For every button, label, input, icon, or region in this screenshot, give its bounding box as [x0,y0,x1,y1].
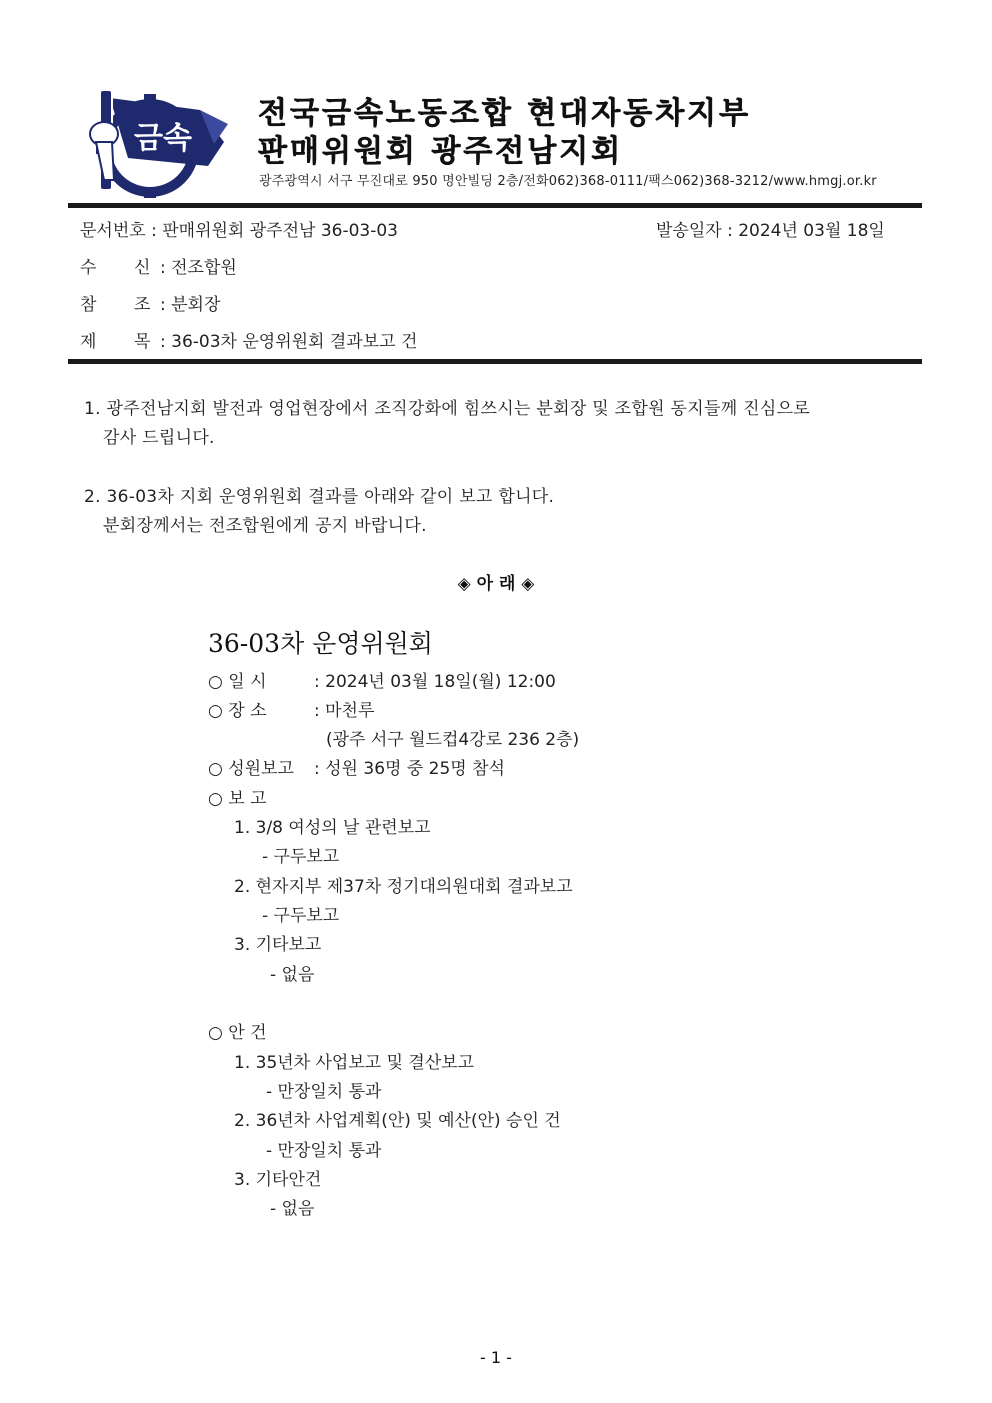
report-item-result: - 구두보고 [262,906,340,926]
reference-value: : 분회장 [160,295,221,315]
recipient-label-2: 신 [134,258,151,278]
agenda-item-title: 1. 35년차 사업보고 및 결산보고 [234,1053,475,1073]
place-value: : 마천루 [314,701,375,721]
org-name-line1: 전국금속노동조합 현대자동차지부 [258,96,752,131]
agenda-item-result: - 없음 [270,1199,315,1219]
agenda-item-result: - 만장일치 통과 [266,1082,382,1102]
agenda-item-result: - 만장일치 통과 [266,1141,382,1161]
paragraph-2-line-2: 분회장께서는 전조합원에게 공지 바랍니다. [103,516,427,536]
recipient-label-1: 수 [80,258,97,278]
report-item-title: 2. 현자지부 제37차 정기대의원대회 결과보고 [234,877,573,897]
agenda-label: ○ 안 건 [208,1023,267,1043]
send-date: 발송일자 : 2024년 03월 18일 [656,221,885,241]
paragraph-1-line-1: 1. 광주전남지회 발전과 영업현장에서 조직강화에 힘쓰시는 분회장 및 조합원 동지들께 진심으로 [84,399,811,419]
date-value: : 2024년 03월 18일(월) 12:00 [314,672,556,692]
report-item-title: 1. 3/8 여성의 날 관련보고 [234,818,431,838]
doc-number: 문서번호 : 판매위원회 광주전남 36-03-03 [80,221,398,241]
agenda-item-title: 3. 기타안건 [234,1170,322,1190]
report-item-title: 3. 기타보고 [234,935,322,955]
org-address: 광주광역시 서구 무진대로 950 명안빌딩 2층/전화062)368-0111/팩스062)368-3212/www.hmgj.or.kr [259,174,877,189]
reference-label-1: 참 [80,295,97,315]
recipient-value: : 전조합원 [160,258,237,278]
header-rule-top [68,203,922,208]
union-logo [82,84,228,200]
quorum-value: : 성원 36명 중 25명 참석 [314,759,505,779]
report-item-result: - 구두보고 [262,847,340,867]
org-name-line2: 판매위원회 광주전남지회 [258,134,624,169]
place-label: ○ 장 소 [208,701,267,721]
paragraph-1-line-2: 감사 드립니다. [103,428,215,448]
subject-label-2: 목 [134,332,151,352]
reference-label-2: 조 [134,295,151,315]
report-item-result: - 없음 [270,965,315,985]
agenda-item-title: 2. 36년차 사업계획(안) 및 예산(안) 승인 건 [234,1111,561,1131]
report-label: ○ 보 고 [208,789,267,809]
paragraph-2-line-1: 2. 36-03차 지회 운영위원회 결과를 아래와 같이 보고 합니다. [84,487,555,507]
subject-value: : 36-03차 운영위원회 결과보고 건 [160,332,418,352]
meeting-title: 36-03차 운영위원회 [208,629,433,658]
notice-heading: ◈ 아 래 ◈ [457,574,535,594]
place-detail: (광주 서구 월드컵4강로 236 2층) [326,730,580,750]
page-number: - 1 - [480,1348,512,1367]
quorum-label: ○ 성원보고 [208,759,294,779]
logo-text: 금속 [134,121,192,156]
subject-label-1: 제 [80,332,97,352]
date-label: ○ 일 시 [208,672,267,692]
header-rule-bottom [68,359,922,364]
